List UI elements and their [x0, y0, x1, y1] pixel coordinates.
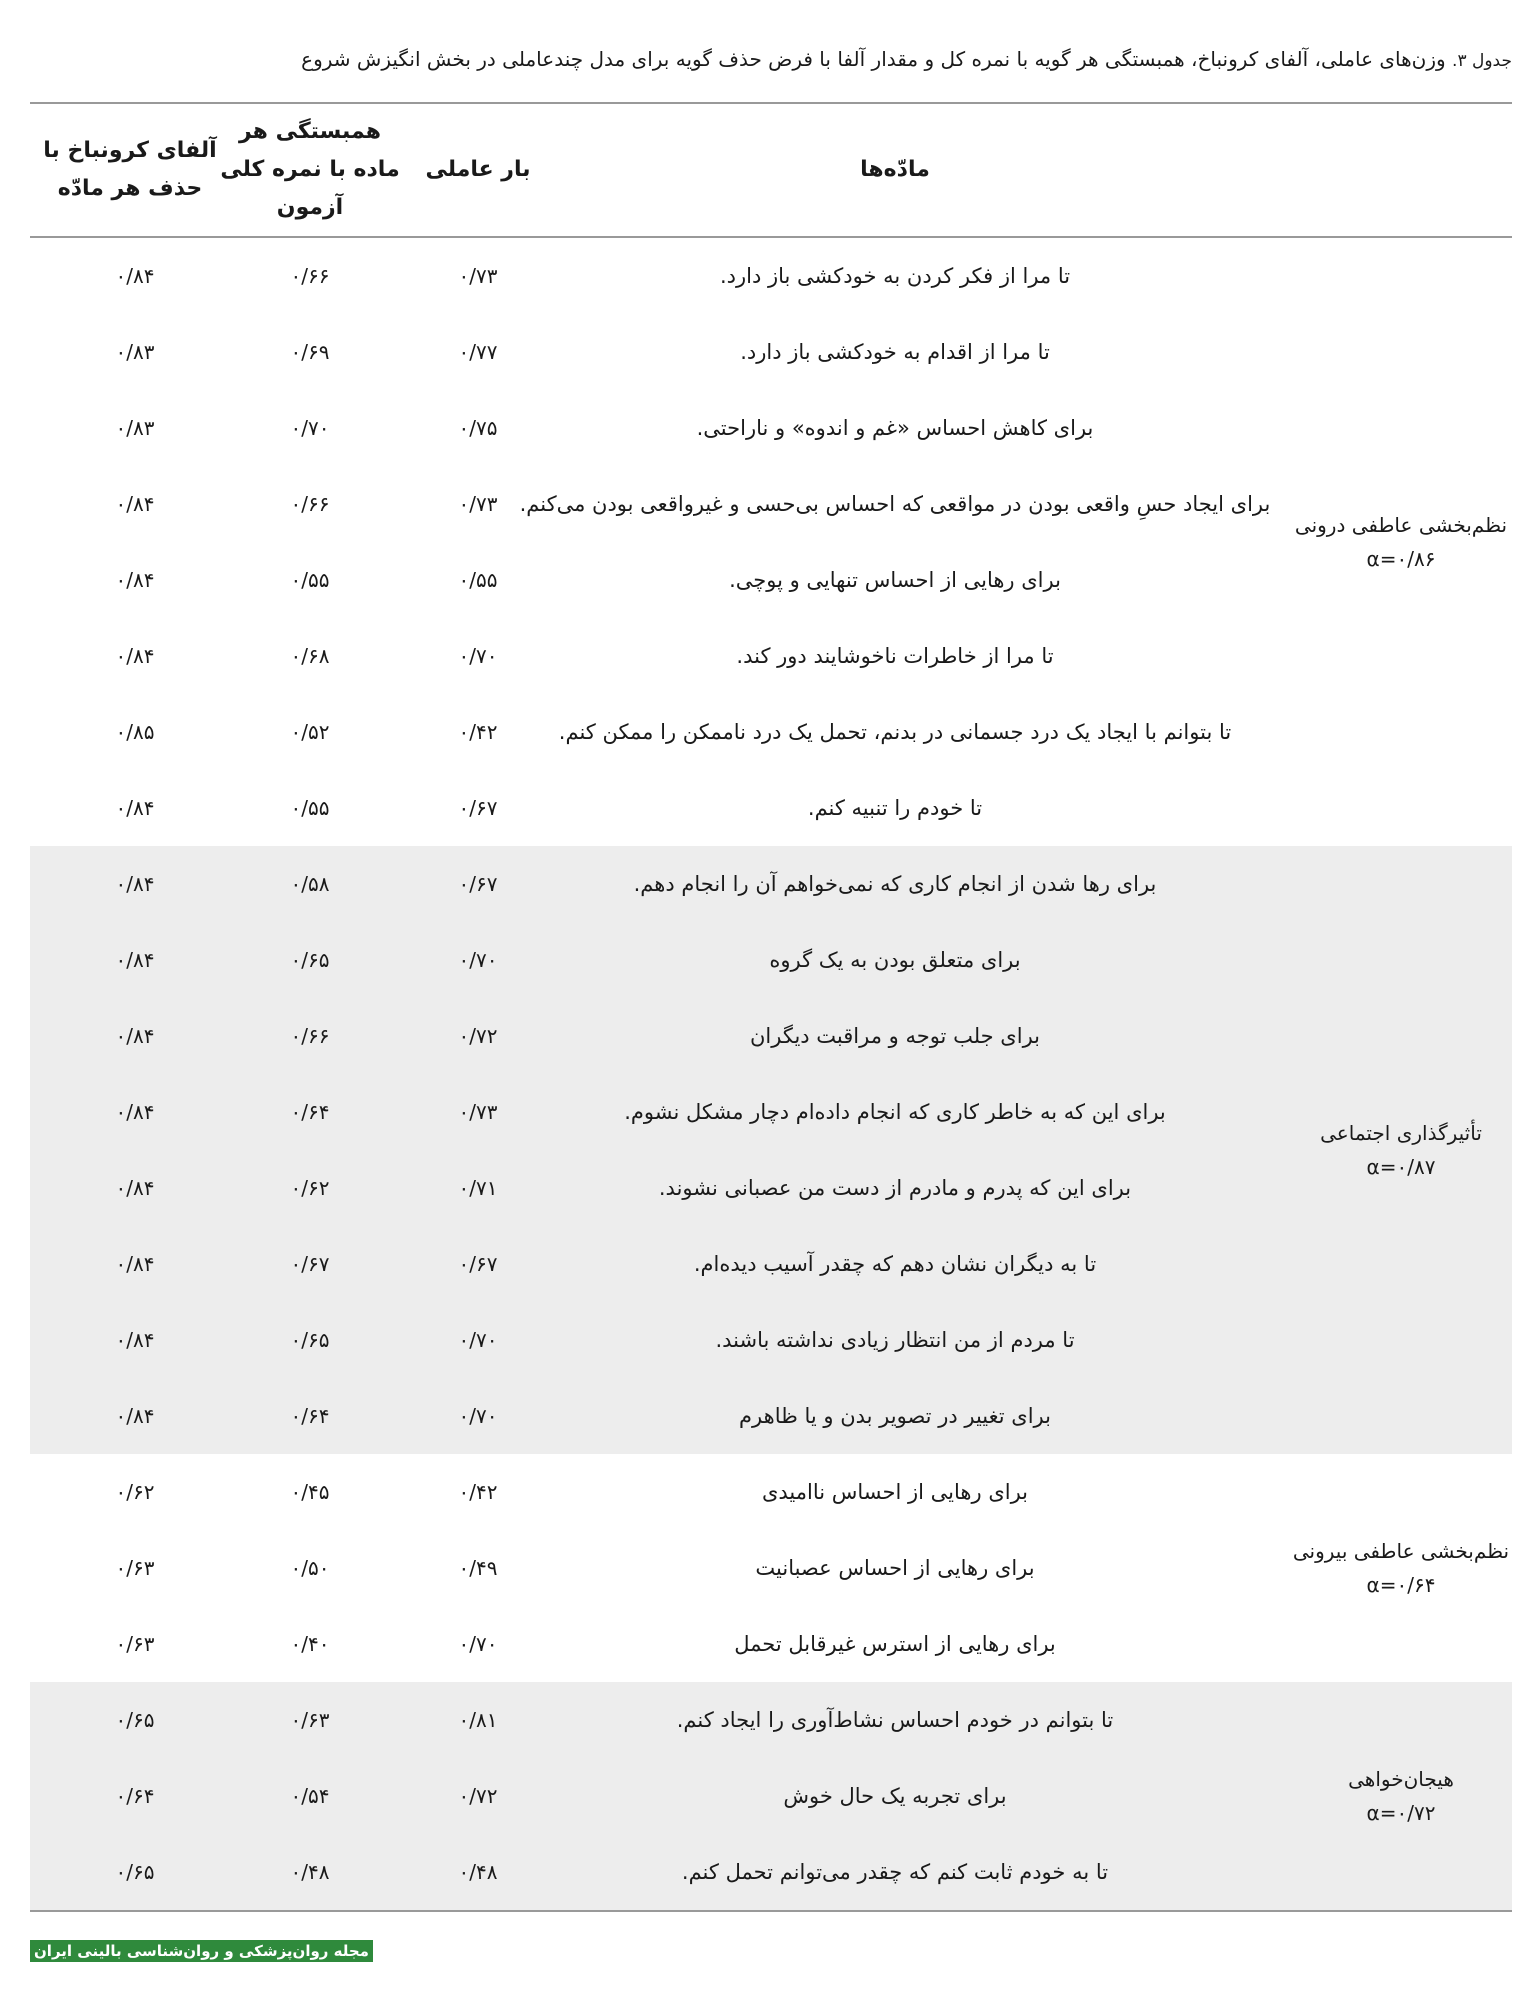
item-total-correlation: ۰/۵۵: [290, 796, 330, 820]
item-text: تا خودم را تنبیه کنم.: [807, 796, 983, 820]
factor-loading: ۰/۶۷: [458, 1252, 498, 1276]
alpha-if-deleted: ۰/۸۴: [115, 948, 155, 972]
item-total-correlation: ۰/۵۸: [290, 872, 330, 896]
item-text: برای رهایی از استرس غیرقابل تحمل: [734, 1632, 1056, 1656]
alpha-if-deleted: ۰/۸۴: [115, 796, 155, 820]
subscale-label: [1290, 1682, 1512, 1910]
item-total-correlation: ۰/۶۹: [290, 340, 330, 364]
factor-loading: ۰/۴۲: [458, 720, 498, 744]
item-total-correlation: ۰/۶۶: [290, 264, 330, 288]
item-text: برای رهایی از احساس تنهایی و پوچی.: [729, 568, 1061, 592]
item-text: تا مرا از اقدام به خودکشی باز دارد.: [740, 340, 1050, 364]
caption-label: جدول ۳.: [1452, 51, 1512, 71]
factor-group: [30, 1682, 1512, 1910]
factor-loading: ۰/۷۵: [458, 416, 498, 440]
alpha-if-deleted: ۰/۶۲: [115, 1480, 155, 1504]
item-text: برای رها شدن از انجام کاری که نمی‌خواهم آن را انجام دهم.: [633, 872, 1157, 896]
alpha-if-deleted: ۰/۸۵: [115, 720, 155, 744]
factor-loading: ۰/۵۵: [458, 568, 498, 592]
factor-loading: ۰/۴۹: [458, 1556, 498, 1580]
item-total-correlation: ۰/۶۳: [290, 1708, 330, 1732]
item-total-correlation: ۰/۶۶: [290, 492, 330, 516]
factor-loading: ۰/۷۲: [458, 1784, 498, 1808]
factor-loading: ۰/۷۰: [458, 644, 498, 668]
subscale-label: [1290, 846, 1512, 1454]
item-text: برای متعلق بودن به یک گروه: [769, 948, 1021, 972]
item-total-correlation: ۰/۵۰: [290, 1556, 330, 1580]
subscale-name: هیجان‌خواهی: [1348, 1767, 1454, 1791]
caption-text: وزن‌های عاملی، آلفای کرونباخ، همبستگی هر گویه با نمره کل و مقدار آلفا با فرض حذف گویه برای مدل چندعاملی در بخش انگیزش شروع: [301, 47, 1446, 71]
item-text: تا بتوانم در خودم احساس نشاط‌آوری را ایجاد کنم.: [676, 1708, 1114, 1732]
item-total-correlation: ۰/۵۲: [290, 720, 330, 744]
item-text: تا به دیگران نشان دهم که چقدر آسیب دیده‌ام.: [693, 1252, 1097, 1276]
item-total-correlation: ۰/۶۴: [290, 1100, 330, 1124]
subscale-alpha: α=۰/۸۷: [1366, 1155, 1436, 1179]
alpha-if-deleted: ۰/۶۴: [115, 1784, 155, 1808]
item-total-correlation: ۰/۶۸: [290, 644, 330, 668]
item-text: تا مرا از خاطرات ناخوشایند دور کند.: [736, 644, 1054, 668]
factor-loading: ۰/۷۲: [458, 1024, 498, 1048]
factor-loading: ۰/۷۱: [458, 1176, 498, 1200]
subscale-name: نظم‌بخشی عاطفی بیرونی: [1292, 1539, 1510, 1563]
factor-loading: ۰/۴۸: [458, 1860, 498, 1884]
item-text: برای این که به خاطر کاری که انجام داده‌ام دچار مشکل نشوم.: [624, 1100, 1166, 1124]
alpha-if-deleted: ۰/۸۴: [115, 872, 155, 896]
alpha-if-deleted: ۰/۸۴: [115, 644, 155, 668]
factor-loading: ۰/۷۳: [458, 1100, 498, 1124]
item-text: برای رهایی از احساس عصبانیت: [755, 1556, 1035, 1580]
alpha-if-deleted: ۰/۶۵: [115, 1860, 155, 1884]
item-text: برای ایجاد حسِ واقعی بودن در مواقعی که احساس بی‌حسی و غیرواقعی بودن می‌کنم.: [519, 492, 1271, 516]
item-total-correlation: ۰/۴۸: [290, 1860, 330, 1884]
subscale-label: [1290, 238, 1512, 846]
subscale-name: تأثیرگذاری اجتماعی: [1320, 1121, 1482, 1145]
factor-loading: ۰/۷۰: [458, 1404, 498, 1428]
item-total-correlation: ۰/۵۵: [290, 568, 330, 592]
alpha-if-deleted: ۰/۶۳: [115, 1632, 155, 1656]
item-total-correlation: ۰/۶۵: [290, 948, 330, 972]
alpha-if-deleted: ۰/۸۳: [115, 416, 155, 440]
table-body: [30, 238, 1512, 1910]
item-text: تا مردم از من انتظار زیادی نداشته باشند.: [715, 1328, 1075, 1352]
item-total-correlation: ۰/۴۵: [290, 1480, 330, 1504]
factor-loading: ۰/۴۲: [458, 1480, 498, 1504]
item-total-correlation: ۰/۴۰: [290, 1632, 330, 1656]
item-text: تا به خودم ثابت کنم که چقدر می‌توانم تحمل کنم.: [681, 1860, 1109, 1884]
factor-loading: ۰/۷۳: [458, 264, 498, 288]
item-total-correlation: ۰/۶۶: [290, 1024, 330, 1048]
alpha-if-deleted: ۰/۸۳: [115, 340, 155, 364]
subscale-alpha: α=۰/۸۶: [1366, 547, 1436, 571]
item-total-correlation: ۰/۶۴: [290, 1404, 330, 1428]
subscale-name: نظم‌بخشی عاطفی درونی: [1294, 513, 1508, 537]
alpha-if-deleted: ۰/۸۴: [115, 1252, 155, 1276]
alpha-if-deleted: ۰/۸۴: [115, 1100, 155, 1124]
header-loading: بار عاملی: [425, 157, 531, 182]
subscale-label: [1290, 1454, 1512, 1682]
item-text: تا مرا از فکر کردن به خودکشی باز دارد.: [719, 264, 1071, 288]
item-text: برای این که پدرم و مادرم از دست من عصبانی نشوند.: [658, 1176, 1132, 1200]
item-total-correlation: ۰/۶۷: [290, 1252, 330, 1276]
alpha-if-deleted: ۰/۶۳: [115, 1556, 155, 1580]
factor-loading: ۰/۷۰: [458, 1328, 498, 1352]
alpha-if-deleted: ۰/۸۴: [115, 1328, 155, 1352]
item-text: برای کاهش احساس «غم و اندوه» و ناراحتی.: [696, 416, 1094, 440]
factor-group: [30, 1454, 1512, 1682]
item-text: برای رهایی از احساس ناامیدی: [761, 1480, 1029, 1504]
alpha-if-deleted: ۰/۸۴: [115, 568, 155, 592]
factor-loading: ۰/۶۷: [458, 872, 498, 896]
factor-loading: ۰/۷۳: [458, 492, 498, 516]
header-correlation: همبستگی هر ماده با نمره کلی آزمون: [220, 119, 400, 220]
factor-loading: ۰/۷۰: [458, 1632, 498, 1656]
factor-loading: ۰/۷۰: [458, 948, 498, 972]
journal-logo: مجله روان‌پزشکی و روان‌شناسی بالینی ایران: [30, 1940, 373, 1962]
alpha-if-deleted: ۰/۸۴: [115, 1176, 155, 1200]
table-bottom-rule: [30, 1910, 1512, 1912]
item-text: تا بتوانم با ایجاد یک درد جسمانی در بدنم، تحمل یک درد ناممکن را ممکن کنم.: [558, 720, 1232, 744]
table-caption: [150, 44, 1512, 76]
alpha-if-deleted: ۰/۸۴: [115, 1024, 155, 1048]
item-total-correlation: ۰/۶۵: [290, 1328, 330, 1352]
alpha-if-deleted: ۰/۸۴: [115, 492, 155, 516]
item-total-correlation: ۰/۵۴: [290, 1784, 330, 1808]
header-alpha-if-deleted: آلفای کرونباخ با حذف هر مادّه: [43, 138, 217, 201]
subscale-alpha: α=۰/۶۴: [1366, 1573, 1436, 1597]
item-total-correlation: ۰/۶۲: [290, 1176, 330, 1200]
factor-group: [30, 238, 1512, 846]
factor-loading: ۰/۷۷: [458, 340, 498, 364]
alpha-if-deleted: ۰/۸۴: [115, 1404, 155, 1428]
item-total-correlation: ۰/۷۰: [290, 416, 330, 440]
data-table: [30, 102, 1512, 1912]
subscale-alpha: α=۰/۷۲: [1366, 1801, 1436, 1825]
table-header: [30, 102, 1512, 238]
header-items: مادّه‌ها: [860, 157, 930, 182]
factor-loading: ۰/۸۱: [458, 1708, 498, 1732]
item-text: برای تجربه یک حال خوش: [783, 1784, 1007, 1808]
factor-loading: ۰/۶۷: [458, 796, 498, 820]
alpha-if-deleted: ۰/۶۵: [115, 1708, 155, 1732]
item-text: برای تغییر در تصویر بدن و یا ظاهرم: [739, 1404, 1051, 1428]
alpha-if-deleted: ۰/۸۴: [115, 264, 155, 288]
factor-group: [30, 846, 1512, 1454]
item-text: برای جلب توجه و مراقبت دیگران: [750, 1024, 1041, 1048]
